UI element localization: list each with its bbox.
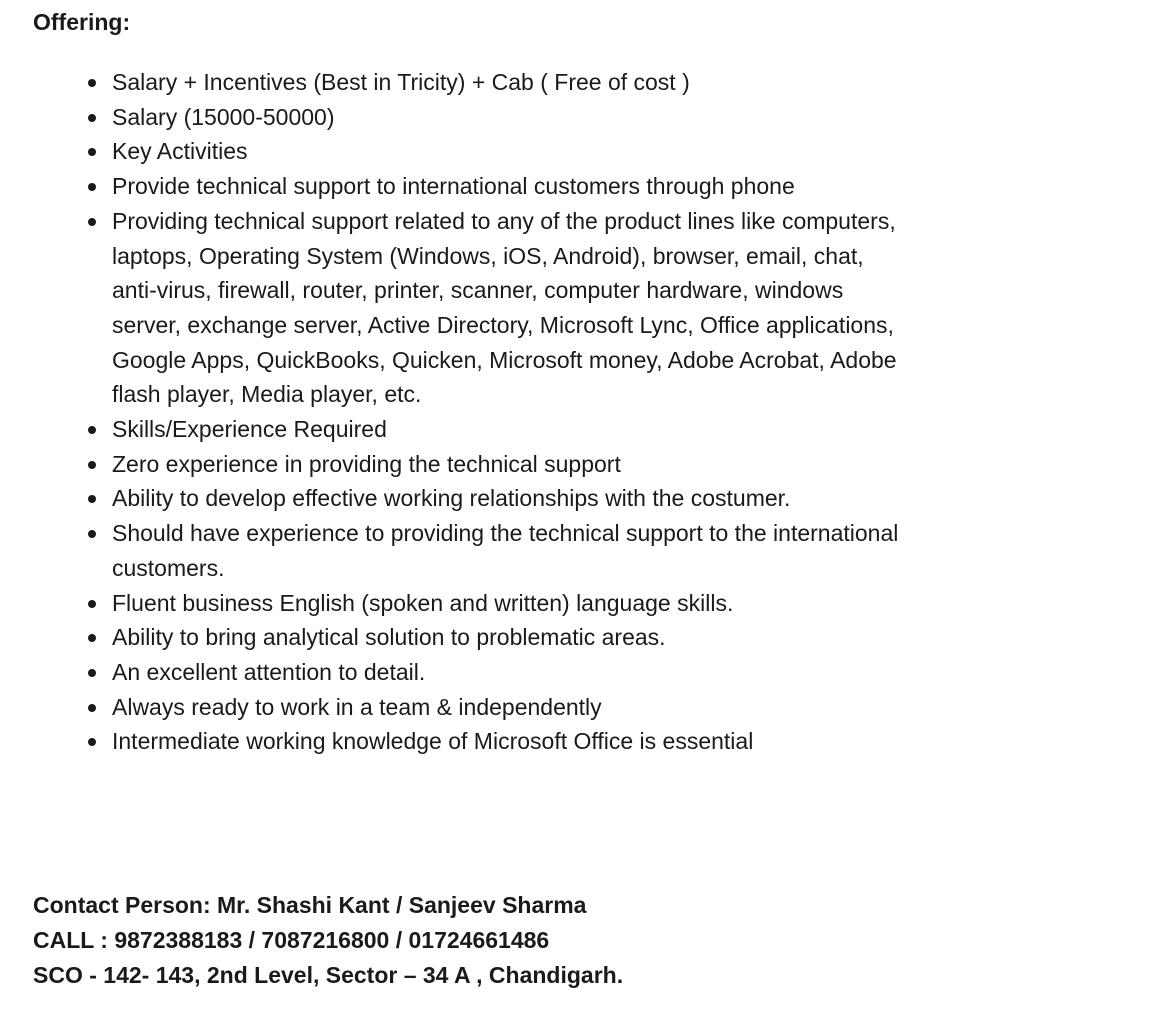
- bullet-icon: [88, 495, 96, 503]
- list-item: [112, 134, 912, 169]
- list-item: [112, 690, 912, 725]
- contact-person: Contact Person: Mr. Shashi Kant / Sanjeev Sharma: [33, 892, 587, 918]
- bullet-icon: [88, 704, 96, 712]
- bullet-icon: [88, 148, 96, 156]
- bullet-icon: [88, 600, 96, 608]
- bullet-icon: [88, 426, 96, 434]
- list-item: [112, 169, 912, 204]
- list-item: [112, 412, 912, 447]
- list-item: [112, 724, 912, 759]
- list-item: [112, 65, 912, 100]
- offering-list: [78, 65, 912, 759]
- list-item-text: Ability to develop effective working relationships with the costumer.: [112, 485, 791, 512]
- list-item: [112, 620, 912, 655]
- list-item: [112, 586, 912, 621]
- list-item-text: An excellent attention to detail.: [112, 658, 426, 685]
- list-item-text: Intermediate working knowledge of Microsoft Office is essential: [112, 728, 754, 755]
- list-item: [112, 481, 912, 516]
- bullet-icon: [88, 530, 96, 538]
- contact-address: SCO - 142- 143, 2nd Level, Sector – 34 A , Chandigarh.: [33, 962, 624, 988]
- bullet-icon: [88, 634, 96, 642]
- bullet-icon: [88, 461, 96, 469]
- bullet-icon: [88, 79, 96, 87]
- list-item-text: Should have experience to providing the technical support to the international customers.: [112, 520, 899, 581]
- list-item: [112, 447, 912, 482]
- list-item-text: Ability to bring analytical solution to problematic areas.: [112, 624, 666, 651]
- bullet-icon: [88, 738, 96, 746]
- list-item: [112, 655, 912, 690]
- list-item-text: Key Activities: [112, 138, 248, 165]
- bullet-icon: [88, 183, 96, 191]
- contact-phone: CALL : 9872388183 / 7087216800 / 01724661486: [33, 927, 550, 953]
- bullet-icon: [88, 669, 96, 677]
- list-item-text: Always ready to work in a team & independently: [112, 693, 602, 720]
- offering-heading: Offering:: [33, 9, 131, 35]
- list-item-text: Zero experience in providing the technical support: [112, 450, 621, 477]
- list-item-text: Providing technical support related to any of the product lines like computers, laptops, Operating System (Windows, iOS, Android), browser, email, chat, anti-virus, firewall, router, printer, scanner, computer hardware, windows server, exchange server, Active Directory, Microsoft Lync, Office applications, Google Apps, QuickBooks, Quicken, Microsoft money, Adobe Acrobat, Adobe flash player, Media player, etc.: [112, 207, 897, 408]
- list-item-text: Salary (15000-50000): [112, 103, 335, 130]
- list-item-text: Skills/Experience Required: [112, 416, 387, 443]
- bullet-icon: [88, 218, 96, 226]
- list-item-text: Fluent business English (spoken and written) language skills.: [112, 589, 734, 616]
- list-item: [112, 516, 912, 585]
- list-item-text: Salary + Incentives (Best in Tricity) + Cab ( Free of cost ): [112, 69, 690, 95]
- list-item: [112, 100, 912, 135]
- list-item: [112, 204, 912, 412]
- bullet-icon: [88, 114, 96, 122]
- contact-block: [33, 888, 623, 993]
- list-item-text: Provide technical support to international customers through phone: [112, 173, 795, 200]
